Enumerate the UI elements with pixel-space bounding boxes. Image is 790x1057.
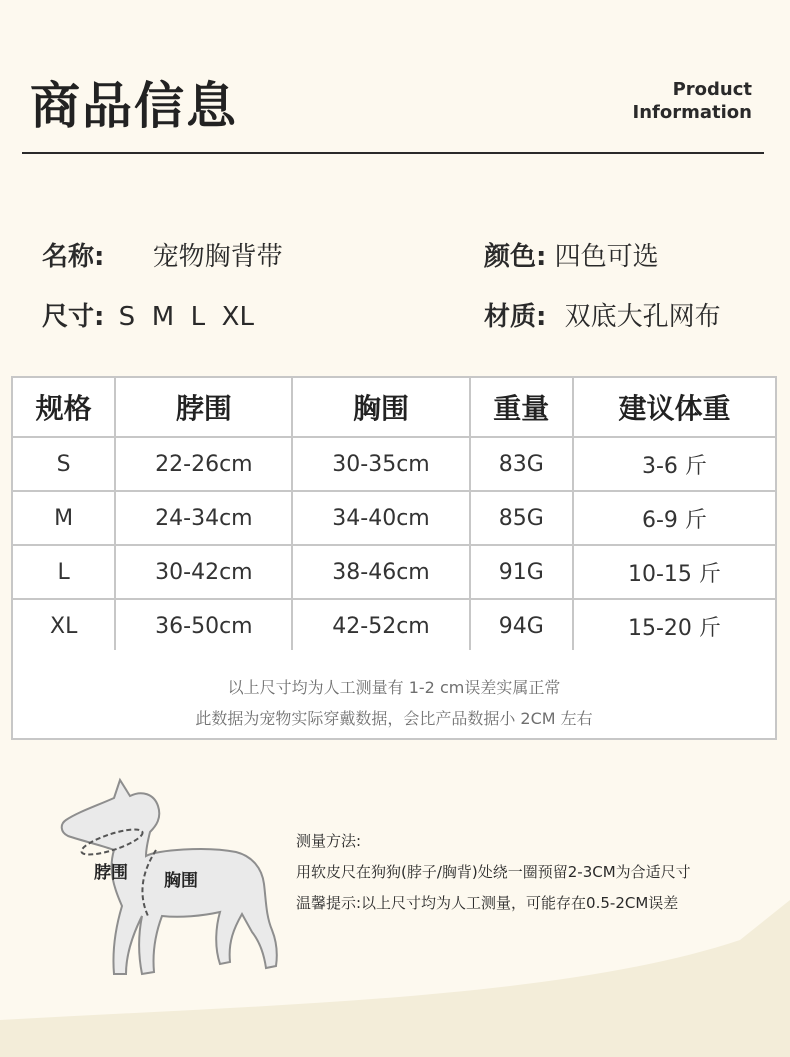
table-cell: XL (12, 599, 115, 653)
table-cell: 38-46cm (292, 545, 469, 599)
table-row (12, 491, 776, 545)
table-cell: 36-50cm (115, 599, 292, 653)
subtitle-line-2: Information (632, 102, 752, 123)
color-label: 颜色: (484, 242, 547, 272)
size-label: 尺寸: (42, 302, 105, 332)
measure-line-1: 用软皮尺在狗狗(脖子/胸背)处绕一圈预留2-3CM为合适尺寸 (296, 863, 691, 881)
measure-title: 测量方法: (296, 832, 362, 850)
header-cell: 脖围 (115, 377, 292, 437)
header-cell: 规格 (12, 377, 115, 437)
table-row (12, 437, 776, 491)
size-table (11, 376, 777, 654)
note-line-1: 以上尺寸均为人工测量有 1-2 cm误差实属正常 (227, 678, 561, 697)
info-material (484, 296, 721, 333)
table-cell: 10-15 斤 (573, 545, 776, 599)
table-cell: 91G (470, 545, 573, 599)
table-header-row (12, 377, 776, 437)
note-line-2: 此数据为宠物实际穿戴数据，会比产品数据小 2CM 左右 (195, 709, 593, 728)
table-cell: 15-20 斤 (573, 599, 776, 653)
header-cell: 胸围 (292, 377, 469, 437)
table-cell: 42-52cm (292, 599, 469, 653)
table-note (11, 650, 777, 740)
table-cell: L (12, 545, 115, 599)
info-name (42, 236, 283, 273)
table-cell: 3-6 斤 (573, 437, 776, 491)
page-title: 商品信息 (30, 77, 238, 135)
info-color (484, 236, 659, 273)
header-cell: 重量 (470, 377, 573, 437)
chest-label: 胸围 (164, 871, 198, 891)
header-cell: 建议体重 (573, 377, 776, 437)
table-row (12, 599, 776, 653)
table-cell: 30-42cm (115, 545, 292, 599)
table-cell: 24-34cm (115, 491, 292, 545)
neck-label: 脖围 (94, 863, 128, 883)
table-cell: 6-9 斤 (573, 491, 776, 545)
table-row (12, 545, 776, 599)
size-value: S M L XL (118, 302, 254, 332)
table-cell: 83G (470, 437, 573, 491)
table-cell: 94G (470, 599, 573, 653)
table-cell: 34-40cm (292, 491, 469, 545)
measure-instructions (296, 826, 691, 919)
table-cell: 30-35cm (292, 437, 469, 491)
name-value: 宠物胸背带 (152, 242, 283, 272)
title-divider (22, 152, 764, 154)
material-value: 双底大孔网布 (564, 302, 721, 332)
subtitle-line-1: Product (672, 79, 752, 100)
table-cell: 22-26cm (115, 437, 292, 491)
color-value: 四色可选 (554, 242, 659, 272)
measure-line-2: 温馨提示:以上尺寸均为人工测量，可能存在0.5-2CM误差 (296, 894, 679, 912)
table-cell: 85G (470, 491, 573, 545)
info-size (42, 296, 254, 333)
material-label: 材质: (484, 302, 547, 332)
table-cell: M (12, 491, 115, 545)
name-label: 名称: (42, 242, 105, 272)
page-subtitle-en (633, 78, 752, 124)
table-cell: S (12, 437, 115, 491)
